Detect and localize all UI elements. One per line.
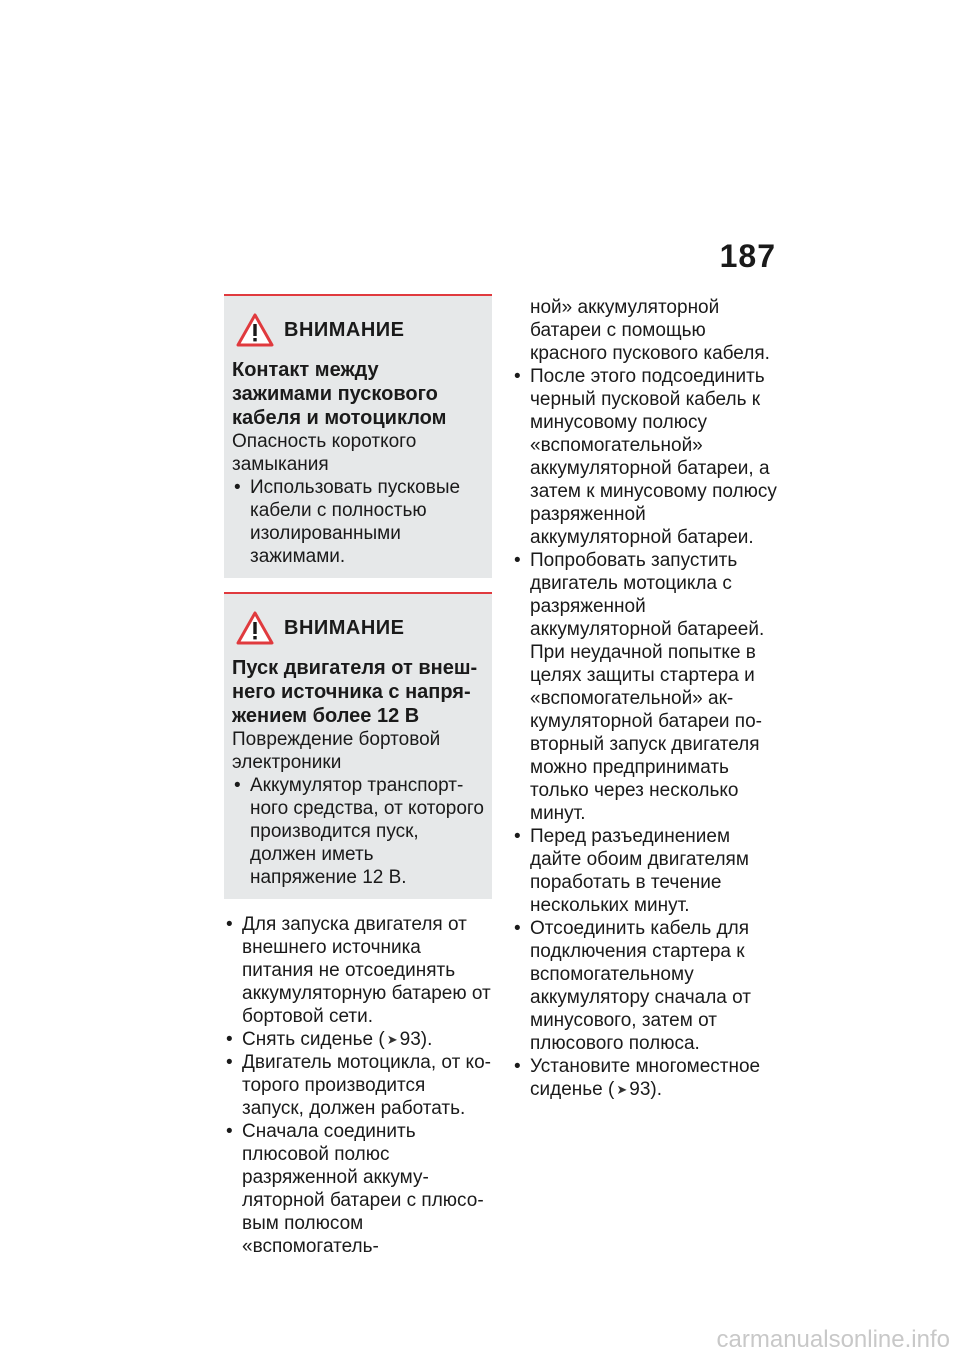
right-column	[512, 296, 780, 1101]
warning-triangle-icon	[236, 611, 274, 645]
step-text: Для запуска двигателя от внешнего источника питания не отсоединять аккумуляторную батарею от бортовой сети.	[242, 914, 491, 1027]
procedure-steps-right	[512, 365, 780, 1101]
warning-box	[224, 294, 492, 578]
arrow-ref-icon: ➤	[386, 1032, 398, 1047]
step-text-after: ).	[420, 1029, 433, 1050]
warning-subject: Контакт между зажимами пускового кабеля и мотоциклом	[232, 359, 447, 429]
warning-header	[232, 310, 484, 350]
step-text: Сначала соединить плюсовой полюс разряженной аккумуляторной батареи с плюсовым полюсом «вспомогатель-	[242, 1121, 484, 1257]
procedure-steps-left	[224, 913, 492, 1258]
procedure-step	[512, 365, 780, 549]
page-reference[interactable]: 93	[399, 1029, 421, 1050]
arrow-ref-icon: ➤	[616, 1082, 628, 1097]
step-text-after: ).	[650, 1079, 662, 1100]
procedure-step	[224, 1120, 492, 1258]
warning-title: ВНИМАНИЕ	[284, 318, 405, 341]
warning-action-item: • Аккумулятор транспортного средства, от которого производится пуск, должен иметь напряжение 12 В.	[232, 774, 484, 889]
step-text: Попробовать запустить двигатель мотоцикла с разряженной аккумуляторной батареей. При неудачной попытке в целях защиты стартера и «вспомогательной» аккумуляторной батареи повторный запуск двигателя можно предпринимать только через несколько минут.	[530, 550, 765, 824]
footer-watermark: carmanualsonline.info	[716, 1326, 950, 1353]
warning-header	[232, 608, 484, 648]
procedure-step	[512, 825, 780, 917]
warning-description: Опасность короткого замыкания	[232, 431, 417, 475]
warning-box	[224, 592, 492, 899]
warning-actions	[232, 476, 484, 568]
warning-title: ВНИМАНИЕ	[284, 616, 405, 639]
warning-description: Повреждение бортовой электроники	[232, 729, 441, 773]
step-text: Установите многоместное сиденье (	[530, 1056, 761, 1100]
procedure-step	[512, 1055, 780, 1101]
warning-subject: Пуск двигателя от внешнего источника с напряжением более 12 В	[232, 657, 478, 727]
step-text: После этого подсоединить черный пусковой кабель к минусовому полюсу «вспомогательной» аккумуляторной батареи, а затем к минусовому полюсу разряженной аккумуляторной батареи.	[530, 366, 777, 548]
procedure-step	[224, 1051, 492, 1120]
step-text: Отсоединить кабель для подключения стартера к вспомогательному аккумулятору сначала от минусового, затем от плюсового полюса.	[530, 918, 752, 1054]
left-column	[224, 294, 492, 1258]
step-continuation: ной» аккумуляторной батареи с помощью красного пускового кабеля.	[530, 297, 770, 364]
step-text: Двигатель мотоцикла, от которого производится запуск, должен работать.	[242, 1052, 491, 1119]
procedure-step	[512, 549, 780, 825]
warning-triangle-icon	[236, 313, 274, 347]
procedure-step	[224, 1028, 492, 1051]
page-number: 187	[719, 238, 776, 274]
step-text: Перед разъединением дайте обоим двигателям поработать в течение нескольких минут.	[530, 826, 749, 916]
warning-action-item: • Использовать пусковые кабели с полностью изолированными зажимами.	[232, 476, 484, 568]
warning-actions	[232, 774, 484, 889]
page-reference[interactable]: 93	[629, 1079, 651, 1100]
procedure-step	[512, 917, 780, 1055]
step-text: Снять сиденье (	[242, 1029, 385, 1050]
procedure-step	[224, 913, 492, 1028]
